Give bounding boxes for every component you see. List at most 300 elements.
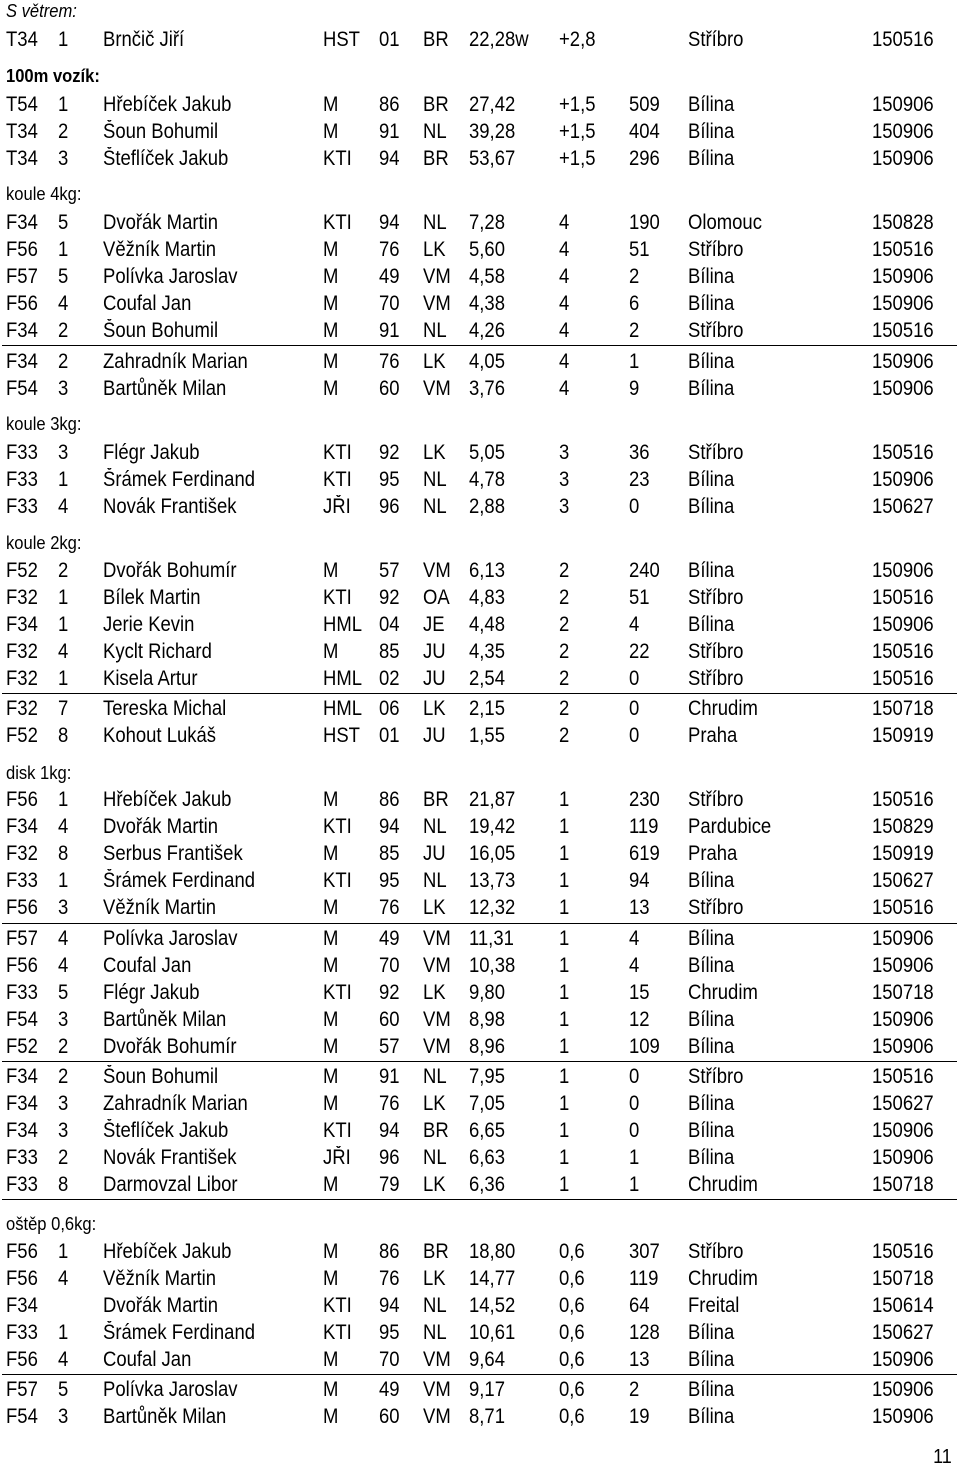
- date-cell: 150906: [872, 1378, 934, 1401]
- venue-cell: Bílina: [688, 1321, 735, 1344]
- club-cell: M: [323, 1405, 339, 1428]
- result-row: [0, 26, 958, 53]
- date-cell: 150627: [872, 869, 934, 892]
- result-row: [0, 1376, 958, 1403]
- date-cell: 150828: [872, 211, 934, 234]
- club-cell: M: [323, 559, 339, 582]
- position-cell: 5: [58, 211, 69, 234]
- wind-or-weight-cell: 0,6: [559, 1267, 585, 1290]
- class-cell: F34: [6, 1119, 38, 1142]
- result-row: [0, 145, 958, 172]
- class-cell: F34: [6, 211, 38, 234]
- region-cell: LK: [423, 697, 446, 720]
- club-cell: HML: [323, 613, 363, 636]
- points-cell: 6: [629, 292, 640, 315]
- wind-or-weight-cell: 1: [559, 1035, 570, 1058]
- result-row: [0, 317, 958, 344]
- wind-or-weight-cell: 1: [559, 1173, 570, 1196]
- points-cell: 51: [629, 238, 650, 261]
- club-cell: M: [323, 1008, 339, 1031]
- points-cell: 13: [629, 896, 650, 919]
- birth-year-cell: 96: [379, 495, 400, 518]
- venue-cell: Pardubice: [688, 815, 772, 838]
- class-cell: F33: [6, 869, 38, 892]
- result-row: [0, 236, 958, 263]
- venue-cell: Stříbro: [688, 640, 744, 663]
- points-cell: 0: [629, 724, 640, 747]
- venue-cell: Bílina: [688, 377, 735, 400]
- athlete-name-cell: Brnčič Jiří: [103, 28, 185, 51]
- class-cell: F56: [6, 292, 38, 315]
- athlete-name-cell: Dvořák Martin: [103, 815, 219, 838]
- birth-year-cell: 94: [379, 1294, 400, 1317]
- date-cell: 150906: [872, 1008, 934, 1031]
- region-cell: LK: [423, 441, 446, 464]
- club-cell: KTI: [323, 815, 352, 838]
- athlete-name-cell: Novák František: [103, 1146, 237, 1169]
- class-cell: T54: [6, 93, 38, 116]
- position-cell: 1: [58, 238, 69, 261]
- class-cell: F33: [6, 981, 38, 1004]
- region-cell: JE: [423, 613, 445, 636]
- venue-cell: Praha: [688, 724, 738, 747]
- position-cell: 4: [58, 495, 69, 518]
- class-cell: F34: [6, 613, 38, 636]
- club-cell: M: [323, 265, 339, 288]
- wind-or-weight-cell: +1,5: [559, 120, 596, 143]
- result-cell: 9,17: [469, 1378, 505, 1401]
- section-title: disk 1kg:: [6, 763, 72, 783]
- club-cell: M: [323, 93, 339, 116]
- result-cell: 4,38: [469, 292, 505, 315]
- venue-cell: Stříbro: [688, 1240, 744, 1263]
- position-cell: 1: [58, 468, 69, 491]
- birth-year-cell: 92: [379, 586, 400, 609]
- date-cell: 150906: [872, 1348, 934, 1371]
- result-cell: 9,64: [469, 1348, 505, 1371]
- result-row: [0, 867, 958, 894]
- points-cell: 64: [629, 1294, 650, 1317]
- result-cell: 2,15: [469, 697, 505, 720]
- region-cell: VM: [423, 1348, 451, 1371]
- athlete-name-cell: Šoun Bohumil: [103, 319, 219, 342]
- venue-cell: Bílina: [688, 93, 735, 116]
- points-cell: 240: [629, 559, 660, 582]
- birth-year-cell: 79: [379, 1173, 400, 1196]
- wind-or-weight-cell: 1: [559, 981, 570, 1004]
- date-cell: 150516: [872, 28, 934, 51]
- class-cell: F32: [6, 586, 38, 609]
- region-cell: VM: [423, 927, 451, 950]
- date-cell: 150516: [872, 319, 934, 342]
- club-cell: M: [323, 350, 339, 373]
- region-cell: NL: [423, 211, 447, 234]
- date-cell: 150516: [872, 586, 934, 609]
- result-row: [0, 638, 958, 665]
- club-cell: KTI: [323, 1321, 352, 1344]
- position-cell: 8: [58, 724, 69, 747]
- wind-or-weight-cell: 0,6: [559, 1294, 585, 1317]
- wind-or-weight-cell: 0,6: [559, 1321, 585, 1344]
- class-cell: F56: [6, 238, 38, 261]
- points-cell: 190: [629, 211, 660, 234]
- result-cell: 39,28: [469, 120, 516, 143]
- wind-or-weight-cell: 4: [559, 265, 570, 288]
- points-cell: 4: [629, 613, 640, 636]
- wind-or-weight-cell: 1: [559, 896, 570, 919]
- result-row: [0, 979, 958, 1006]
- result-cell: 5,05: [469, 441, 505, 464]
- birth-year-cell: 86: [379, 788, 400, 811]
- club-cell: KTI: [323, 869, 352, 892]
- athlete-name-cell: Hřebíček Jakub: [103, 788, 232, 811]
- wind-or-weight-cell: 1: [559, 1008, 570, 1031]
- wind-or-weight-cell: 1: [559, 1092, 570, 1115]
- club-cell: M: [323, 1092, 339, 1115]
- wind-or-weight-cell: 2: [559, 613, 570, 636]
- date-cell: 150906: [872, 927, 934, 950]
- result-cell: 6,65: [469, 1119, 505, 1142]
- date-cell: 150627: [872, 495, 934, 518]
- position-cell: 8: [58, 1173, 69, 1196]
- result-row: [0, 1265, 958, 1292]
- region-cell: BR: [423, 28, 449, 51]
- date-cell: 150516: [872, 640, 934, 663]
- class-cell: F34: [6, 319, 38, 342]
- wind-or-weight-cell: 1: [559, 1065, 570, 1088]
- points-cell: 94: [629, 869, 650, 892]
- result-row: [0, 1117, 958, 1144]
- position-cell: 3: [58, 147, 69, 170]
- date-cell: 150829: [872, 815, 934, 838]
- birth-year-cell: 85: [379, 842, 400, 865]
- venue-cell: Bílina: [688, 559, 735, 582]
- result-cell: 9,80: [469, 981, 505, 1004]
- athlete-name-cell: Polívka Jaroslav: [103, 265, 238, 288]
- row-separator: [2, 1374, 957, 1375]
- position-cell: 3: [58, 1092, 69, 1115]
- wind-or-weight-cell: 2: [559, 724, 570, 747]
- points-cell: 0: [629, 697, 640, 720]
- venue-cell: Stříbro: [688, 238, 744, 261]
- club-cell: KTI: [323, 586, 352, 609]
- result-cell: 1,55: [469, 724, 505, 747]
- athlete-name-cell: Dvořák Bohumír: [103, 1035, 237, 1058]
- birth-year-cell: 70: [379, 292, 400, 315]
- result-row: [0, 1171, 958, 1198]
- venue-cell: Stříbro: [688, 1065, 744, 1088]
- position-cell: 2: [58, 350, 69, 373]
- region-cell: LK: [423, 1092, 446, 1115]
- result-cell: 4,26: [469, 319, 505, 342]
- class-cell: F32: [6, 667, 38, 690]
- date-cell: 150906: [872, 954, 934, 977]
- region-cell: NL: [423, 869, 447, 892]
- points-cell: 109: [629, 1035, 660, 1058]
- region-cell: NL: [423, 319, 447, 342]
- position-cell: 4: [58, 292, 69, 315]
- result-row: [0, 786, 958, 813]
- points-cell: 2: [629, 265, 640, 288]
- venue-cell: Bílina: [688, 495, 735, 518]
- points-cell: 19: [629, 1405, 650, 1428]
- athlete-name-cell: Darmovzal Libor: [103, 1173, 238, 1196]
- position-cell: 1: [58, 1321, 69, 1344]
- club-cell: M: [323, 927, 339, 950]
- date-cell: 150718: [872, 1173, 934, 1196]
- date-cell: 150627: [872, 1092, 934, 1115]
- athlete-name-cell: Hřebíček Jakub: [103, 93, 232, 116]
- class-cell: F57: [6, 927, 38, 950]
- points-cell: 9: [629, 377, 640, 400]
- wind-or-weight-cell: 3: [559, 495, 570, 518]
- athlete-name-cell: Coufal Jan: [103, 292, 192, 315]
- date-cell: 150906: [872, 265, 934, 288]
- club-cell: KTI: [323, 147, 352, 170]
- date-cell: 150919: [872, 842, 934, 865]
- region-cell: VM: [423, 1378, 451, 1401]
- birth-year-cell: 70: [379, 954, 400, 977]
- date-cell: 150516: [872, 441, 934, 464]
- result-row: [0, 611, 958, 638]
- section-title: koule 2kg:: [6, 533, 82, 553]
- athlete-name-cell: Tereska Michal: [103, 697, 227, 720]
- club-cell: HST: [323, 724, 360, 747]
- athlete-name-cell: Věžník Martin: [103, 896, 216, 919]
- region-cell: NL: [423, 815, 447, 838]
- region-cell: LK: [423, 981, 446, 1004]
- points-cell: 0: [629, 1092, 640, 1115]
- region-cell: NL: [423, 1146, 447, 1169]
- result-cell: 10,38: [469, 954, 516, 977]
- birth-year-cell: 95: [379, 869, 400, 892]
- athlete-name-cell: Bartůněk Milan: [103, 1008, 227, 1031]
- athlete-name-cell: Dvořák Martin: [103, 1294, 219, 1317]
- club-cell: KTI: [323, 981, 352, 1004]
- venue-cell: Bílina: [688, 1119, 735, 1142]
- club-cell: M: [323, 1035, 339, 1058]
- athlete-name-cell: Věžník Martin: [103, 1267, 216, 1290]
- position-cell: 5: [58, 981, 69, 1004]
- wind-or-weight-cell: +1,5: [559, 93, 596, 116]
- class-cell: F56: [6, 896, 38, 919]
- points-cell: 119: [629, 1267, 659, 1290]
- class-cell: F33: [6, 495, 38, 518]
- result-row: [0, 290, 958, 317]
- venue-cell: Bílina: [688, 292, 735, 315]
- athlete-name-cell: Dvořák Bohumír: [103, 559, 237, 582]
- result-cell: 10,61: [469, 1321, 516, 1344]
- venue-cell: Stříbro: [688, 586, 744, 609]
- date-cell: 150614: [872, 1294, 934, 1317]
- result-row: [0, 1346, 958, 1373]
- result-cell: 4,48: [469, 613, 505, 636]
- venue-cell: Bílina: [688, 1092, 735, 1115]
- wind-or-weight-cell: 4: [559, 292, 570, 315]
- position-cell: 2: [58, 120, 69, 143]
- points-cell: 404: [629, 120, 660, 143]
- birth-year-cell: 95: [379, 1321, 400, 1344]
- result-row: [0, 209, 958, 236]
- wind-or-weight-cell: 0,6: [559, 1378, 585, 1401]
- wind-or-weight-cell: 0,6: [559, 1405, 585, 1428]
- birth-year-cell: 94: [379, 211, 400, 234]
- result-cell: 8,96: [469, 1035, 505, 1058]
- birth-year-cell: 91: [379, 1065, 400, 1088]
- wind-or-weight-cell: 3: [559, 468, 570, 491]
- athlete-name-cell: Šteflíček Jakub: [103, 147, 229, 170]
- venue-cell: Bílina: [688, 350, 735, 373]
- result-cell: 2,88: [469, 495, 505, 518]
- points-cell: 307: [629, 1240, 660, 1263]
- result-cell: 11,31: [469, 927, 514, 950]
- venue-cell: Chrudim: [688, 697, 758, 720]
- position-cell: 5: [58, 265, 69, 288]
- club-cell: M: [323, 319, 339, 342]
- athlete-name-cell: Kisela Artur: [103, 667, 198, 690]
- region-cell: VM: [423, 265, 451, 288]
- venue-cell: Praha: [688, 842, 738, 865]
- class-cell: F33: [6, 1146, 38, 1169]
- result-cell: 7,28: [469, 211, 505, 234]
- position-cell: 2: [58, 1146, 69, 1169]
- result-cell: 14,52: [469, 1294, 516, 1317]
- result-cell: 14,77: [469, 1267, 516, 1290]
- wind-or-weight-cell: 1: [559, 1119, 570, 1142]
- athlete-name-cell: Zahradník Marian: [103, 350, 248, 373]
- date-cell: 150906: [872, 468, 934, 491]
- athlete-name-cell: Coufal Jan: [103, 954, 192, 977]
- region-cell: NL: [423, 120, 447, 143]
- athlete-name-cell: Bílek Martin: [103, 586, 201, 609]
- class-cell: F33: [6, 1321, 38, 1344]
- athlete-name-cell: Šoun Bohumil: [103, 120, 219, 143]
- region-cell: VM: [423, 1405, 451, 1428]
- birth-year-cell: 76: [379, 1267, 400, 1290]
- section-title: 100m vozík:: [6, 66, 100, 86]
- position-cell: 7: [58, 697, 69, 720]
- region-cell: LK: [423, 238, 446, 261]
- club-cell: M: [323, 1240, 339, 1263]
- birth-year-cell: 94: [379, 1119, 400, 1142]
- birth-year-cell: 57: [379, 559, 400, 582]
- class-cell: F52: [6, 724, 38, 747]
- row-separator: [2, 923, 957, 924]
- venue-cell: Chrudim: [688, 1173, 758, 1196]
- result-row: [0, 439, 958, 466]
- venue-cell: Stříbro: [688, 788, 744, 811]
- region-cell: LK: [423, 896, 446, 919]
- region-cell: JU: [423, 724, 446, 747]
- region-cell: VM: [423, 954, 451, 977]
- region-cell: BR: [423, 1119, 449, 1142]
- class-cell: F54: [6, 377, 38, 400]
- result-cell: 2,54: [469, 667, 505, 690]
- athlete-name-cell: Polívka Jaroslav: [103, 927, 238, 950]
- result-row: [0, 1090, 958, 1117]
- wind-or-weight-cell: 1: [559, 788, 570, 811]
- venue-cell: Bílina: [688, 927, 735, 950]
- result-cell: 4,83: [469, 586, 505, 609]
- club-cell: HML: [323, 697, 363, 720]
- venue-cell: Bílina: [688, 1378, 735, 1401]
- athlete-name-cell: Šrámek Ferdinand: [103, 869, 256, 892]
- wind-or-weight-cell: 1: [559, 842, 570, 865]
- date-cell: 150516: [872, 238, 934, 261]
- class-cell: F56: [6, 1348, 38, 1371]
- birth-year-cell: 76: [379, 350, 400, 373]
- athlete-name-cell: Flégr Jakub: [103, 981, 200, 1004]
- region-cell: VM: [423, 559, 451, 582]
- position-cell: 1: [58, 613, 69, 636]
- result-row: [0, 263, 958, 290]
- athlete-name-cell: Zahradník Marian: [103, 1092, 248, 1115]
- result-row: [0, 665, 958, 692]
- position-cell: 3: [58, 1008, 69, 1031]
- wind-or-weight-cell: 4: [559, 350, 570, 373]
- row-separator: [2, 1061, 957, 1062]
- region-cell: BR: [423, 1240, 449, 1263]
- club-cell: M: [323, 842, 339, 865]
- birth-year-cell: 96: [379, 1146, 400, 1169]
- wind-or-weight-cell: 2: [559, 667, 570, 690]
- venue-cell: Stříbro: [688, 896, 744, 919]
- points-cell: 619: [629, 842, 660, 865]
- wind-or-weight-cell: 0,6: [559, 1240, 585, 1263]
- venue-cell: Bílina: [688, 468, 735, 491]
- venue-cell: Bílina: [688, 869, 735, 892]
- venue-cell: Stříbro: [688, 319, 744, 342]
- birth-year-cell: 01: [379, 28, 400, 51]
- result-row: [0, 1319, 958, 1346]
- club-cell: M: [323, 788, 339, 811]
- venue-cell: Olomouc: [688, 211, 762, 234]
- region-cell: OA: [423, 586, 450, 609]
- venue-cell: Bílina: [688, 1348, 735, 1371]
- page-number: 11: [933, 1446, 952, 1468]
- result-cell: 7,95: [469, 1065, 505, 1088]
- position-cell: 4: [58, 1348, 69, 1371]
- birth-year-cell: 85: [379, 640, 400, 663]
- class-cell: T34: [6, 120, 38, 143]
- club-cell: KTI: [323, 1119, 352, 1142]
- athlete-name-cell: Flégr Jakub: [103, 441, 200, 464]
- region-cell: LK: [423, 350, 446, 373]
- region-cell: NL: [423, 1065, 447, 1088]
- birth-year-cell: 91: [379, 120, 400, 143]
- club-cell: M: [323, 1267, 339, 1290]
- section-title: oštěp 0,6kg:: [6, 1214, 97, 1234]
- birth-year-cell: 02: [379, 667, 400, 690]
- date-cell: 150906: [872, 292, 934, 315]
- club-cell: KTI: [323, 211, 352, 234]
- points-cell: 0: [629, 1119, 640, 1142]
- position-cell: 4: [58, 815, 69, 838]
- date-cell: 150906: [872, 1405, 934, 1428]
- section-title: koule 3kg:: [6, 414, 82, 434]
- venue-cell: Freital: [688, 1294, 740, 1317]
- position-cell: 5: [58, 1378, 69, 1401]
- region-cell: VM: [423, 377, 451, 400]
- birth-year-cell: 76: [379, 1092, 400, 1115]
- athlete-name-cell: Dvořák Martin: [103, 211, 219, 234]
- result-cell: 19,42: [469, 815, 516, 838]
- athlete-name-cell: Šrámek Ferdinand: [103, 468, 256, 491]
- section-title: koule 4kg:: [6, 184, 82, 204]
- club-cell: M: [323, 292, 339, 315]
- venue-cell: Stříbro: [688, 667, 744, 690]
- region-cell: VM: [423, 1035, 451, 1058]
